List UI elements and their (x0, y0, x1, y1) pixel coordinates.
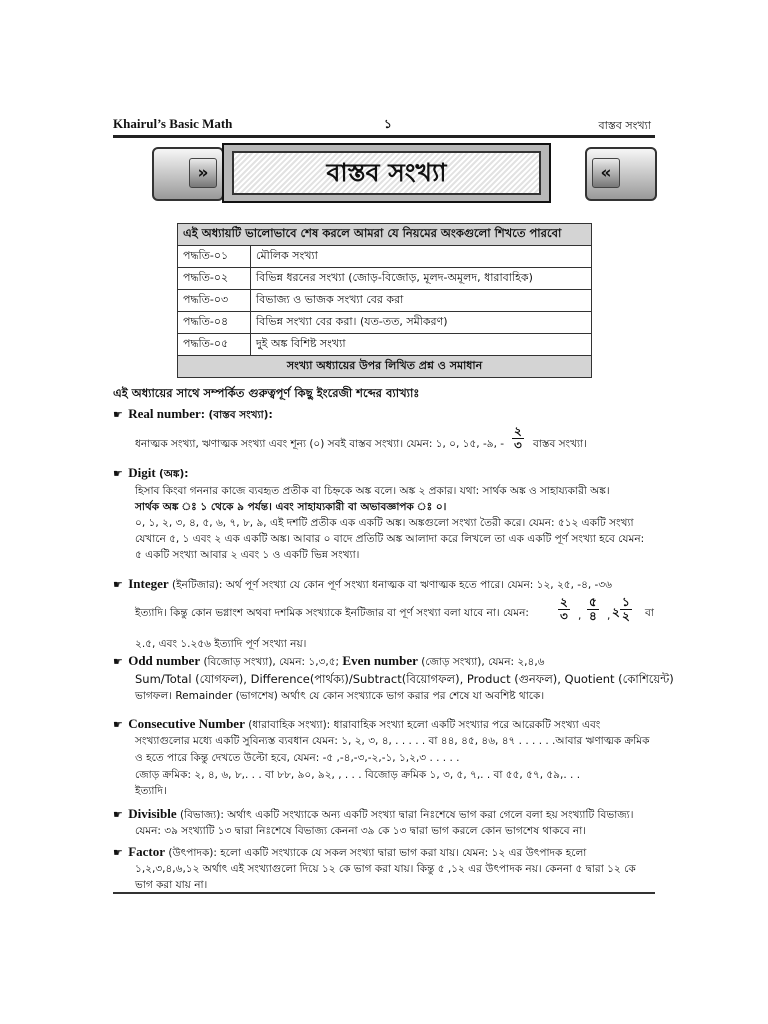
digit-line: ৫ একটি সংখ্যা আবার ২ এবং ১ ও একটি ভিন্ন সংখ্যা। (135, 549, 360, 561)
divisible-heading (113, 806, 633, 825)
pointing-hand-icon: ☛ (113, 467, 123, 480)
table-header-row (178, 224, 592, 246)
fraction-denominator: ৩ (560, 609, 568, 623)
table-row (178, 268, 592, 290)
operations-line: ভাগফল। Remainder (ভাগশেষ) অর্থাৎ যে কোন সংখ্যাকে ভাগ করার পর শেষে যা অবশিষ্ট থাকে। (135, 690, 545, 702)
topic-cell: মৌলিক সংখ্যা (251, 246, 592, 268)
topic-cell: দুই অঙ্ক বিশিষ্ট সংখ্যা (251, 334, 592, 356)
chapter-banner (152, 143, 657, 203)
odd-even-heading (113, 653, 545, 672)
chapter-title-box (222, 143, 551, 203)
right-arrow-ornament (585, 147, 657, 201)
separator: , (578, 610, 582, 622)
term-real-number: Real number: (128, 406, 206, 421)
topic-cell: বিভাজ্য ও ভাজক সংখ্যা বের করা (251, 290, 592, 312)
integer-line: ইত্যাদি। কিন্তু কোন ভগ্নাংশ অথবা দশমিক সংখ্যাকে ইনটিজার বা পূর্ণ সংখ্যা বলা যাবে না। যেমন: (135, 607, 529, 619)
chapter-title: বাস্তব সংখ্যা (232, 151, 541, 195)
consecutive-line: ইত্যাদি। (135, 785, 167, 797)
fraction-denominator: ৪ (589, 609, 597, 623)
double-chevron-left-icon: « (592, 158, 620, 188)
method-cell: পদ্ধতি-০১ (178, 246, 251, 268)
term-consecutive-number: Consecutive Number (128, 716, 245, 731)
pointing-hand-icon: ☛ (113, 718, 123, 731)
digit-line: হিসাব কিংবা গননার কাজে ব্যবহৃত প্রতীক বা চিহ্নকে অঙ্ক বলে। অঙ্ক ২ প্রকার। যথা: সার্থক অঙ্ক ও সাহায্যকারী অঙ্ক। (135, 485, 610, 497)
table-row (178, 290, 592, 312)
divisible-line: যেমন: ৩৯ সংখ্যাটি ১৩ দ্বারা নিঃশেষে বিভাজ্য কেননা ৩৯ কে ১৩ দ্বারা ভাগ করলে কোন ভাগশেষ থাকবে না। (135, 825, 587, 837)
digit-line: ০, ১, ২, ৩, ৪, ৫, ৬, ৭, ৮, ৯, এই দশটি প্রতীক এক একটি অঙ্ক। অঙ্কগুলো সংখ্যা তৈরী করে। যেমন: ৫১২ একটি সংখ্যা (135, 517, 634, 529)
table-footer: সংখ্যা অধ্যায়ের উপর লিখিত প্রশ্ন ও সমাধান (178, 356, 592, 378)
consecutive-line: জোড় ক্রমিক: ২, ৪, ৬, ৮,. . . বা ৮৮, ৯০, ৯২, , . . . বিজোড় ক্রমিক ১, ৩, ৫, ৭,. . বা ৫৫, ৫৭, ৫৯,. . . (135, 769, 581, 781)
term-divisible: Divisible (128, 806, 177, 821)
term-integer: Integer (128, 576, 169, 591)
book-title: Khairul’s Basic Math (113, 116, 233, 131)
method-cell: পদ্ধতি-০৩ (178, 290, 251, 312)
operations-line: Sum/Total (যোগফল), Difference(পার্থক্য)/Subtract(বিয়োগফল), Product (গুনফল), Quotient (কোশিয়েন্ট) (135, 672, 674, 686)
table-row (178, 312, 592, 334)
consecutive-line: ও হতে পারে কিন্তু দেখতে উল্টো হবে, যেমন: -৫ ,-৪,-৩,-২,-১, ১,২,৩ . . . . . (135, 752, 460, 764)
pointing-hand-icon: ☛ (113, 578, 123, 591)
divisible-line: (বিভাজ্য): অর্থাৎ একটি সংখ্যাকে অন্য একটি সংখ্যা দ্বারা নিঃশেষে ভাগ করা গেলে বলা হয় সংখ্যাটি বিভাজ্য। (179, 809, 634, 821)
real-number-tail: বাস্তব সংখ্যা। (533, 438, 587, 450)
topic-cell: বিভিন্ন সংখ্যা বের করা। (যত-তত, সমীকরণ) (251, 312, 592, 334)
pointing-hand-icon: ☛ (113, 846, 123, 859)
methods-table (177, 223, 592, 378)
fraction (587, 596, 599, 623)
consecutive-heading (113, 716, 600, 735)
separator: , (607, 610, 611, 622)
page-number: ১ (384, 117, 392, 131)
or-word: বা (645, 607, 654, 619)
factor-line: ভাগ করা যায় না। (135, 879, 208, 891)
fraction-numerator: ৫ (589, 595, 597, 609)
term-even-number: Even number (342, 653, 418, 668)
integer-line: (ইনটিজার): অর্থ পূর্ণ সংখ্যা যে কোন পূর্ণ সংখ্যা ধনাত্মক বা ঋণাত্মক হতে পারে। যেমন: ১২, ২৫, -৪, -৩৬ (172, 579, 613, 591)
left-arrow-ornament (152, 147, 224, 201)
real-number-text: ধনাত্মক সংখ্যা, ঋণাত্মক সংখ্যা এবং শূন্য (০) সবই বাস্তব সংখ্যা। যেমন: ১, ০, ১৫, -৯, - (135, 438, 505, 450)
running-header (113, 115, 655, 138)
method-cell: পদ্ধতি-০২ (178, 268, 251, 290)
factor-heading (113, 844, 586, 863)
fraction-numerator: ১ (622, 595, 630, 609)
integer-heading (113, 576, 612, 595)
chapter-name: বাস্তব সংখ্যা (598, 119, 651, 132)
section-intro: এই অধ্যায়ের সাথে সম্পর্কিত গুরুত্বপূর্ণ কিছু ইংরেজী শব্দের ব্যাখ্যাঃ (113, 386, 420, 400)
table-row (178, 334, 592, 356)
consecutive-line: (ধারাবাহিক সংখ্যা): ধারাবাহিক সংখ্যা হলো একটি সংখ্যার পরে আরেকটি সংখ্যা এবং (248, 719, 601, 731)
real-number-heading (113, 406, 273, 425)
fraction (558, 596, 570, 623)
double-chevron-right-icon: » (189, 158, 217, 188)
even-number-bn: (জোড় সংখ্যা), যেমন: ২,৪,৬ (421, 656, 545, 668)
method-cell: পদ্ধতি-০৪ (178, 312, 251, 334)
digit-heading (113, 465, 188, 484)
fraction (512, 425, 524, 452)
pointing-hand-icon: ☛ (113, 808, 123, 821)
odd-number-bn: (বিজোড় সংখ্যা), যেমন: ১,৩,৫; (203, 656, 340, 668)
digit-line: সার্থক অঙ্ক ঃ ১ থেকে ৯ পর্যন্ত। এবং সাহায্যকারী বা অভাবজ্ঞাপক ঃ ০। (135, 501, 447, 513)
fraction (620, 596, 632, 623)
table-row (178, 246, 592, 268)
fraction-denominator: ২ (621, 609, 630, 623)
fraction-denominator: ৩ (514, 438, 522, 452)
term-factor: Factor (128, 844, 166, 859)
fraction-numerator: ২ (514, 424, 522, 438)
fraction-numerator: ২ (560, 595, 568, 609)
bottom-rule (113, 892, 655, 894)
term-digit: Digit (128, 465, 156, 480)
consecutive-line: সংখ্যাগুলোর মধ্যে একটি সুবিন্যস্ত ব্যবধান যেমন: ১, ২, ৩, ৪, . . . . . বা ৪৪, ৪৫, ৪৬, ৪৭ . . . . . .আবার ঋণাত্মক ক্রমিক (135, 735, 650, 747)
term-odd-number: Odd number (128, 653, 201, 668)
pointing-hand-icon: ☛ (113, 655, 123, 668)
table-footer-row (178, 356, 592, 378)
pointing-hand-icon: ☛ (113, 408, 123, 421)
topic-cell: বিভিন্ন ধরনের সংখ্যা (জোড়-বিজোড়, মূলদ-অমূলদ, ধারাবাহিক) (251, 268, 592, 290)
term-real-number-bn: (বাস্তব সংখ্যা): (208, 409, 273, 421)
factor-line: (উৎপাদক): হলো একটি সংখ্যাকে যে সকল সংখ্যা দ্বারা ভাগ করা যায়। যেমন: ১২ এর উৎপাদক হলো (168, 847, 587, 859)
mixed-whole: ২ (612, 605, 620, 619)
term-digit-bn: (অঙ্ক): (159, 468, 189, 480)
digit-line: যেখানে ৫, ১ এবং ২ এক একটি অঙ্ক। আবার ০ বাদে প্রতিটি অঙ্ক আলাদা করে লিখলে তা এক একটি পূর্ণ সংখ্যা হবে যেমন: (135, 533, 645, 545)
table-heading: এই অধ্যায়টি ভালোভাবে শেষ করলে আমরা যে নিয়মের অংকগুলো শিখতে পারবো (178, 224, 592, 246)
factor-line: ১,২,৩,৪,৬,১২ অর্থাৎ এই সংখ্যাগুলো দিয়ে ১২ কে ভাগ করা যায়। কিন্তু ৫ ,১২ এর উৎপাদক নয়। কেননা ৫ দ্বারা ১২ কে (135, 863, 636, 875)
method-cell: পদ্ধতি-০৫ (178, 334, 251, 356)
integer-line: ২.৫, এবং ১.২৫৬ ইত্যাদি পূর্ণ সংখ্যা নয়। (135, 638, 307, 650)
